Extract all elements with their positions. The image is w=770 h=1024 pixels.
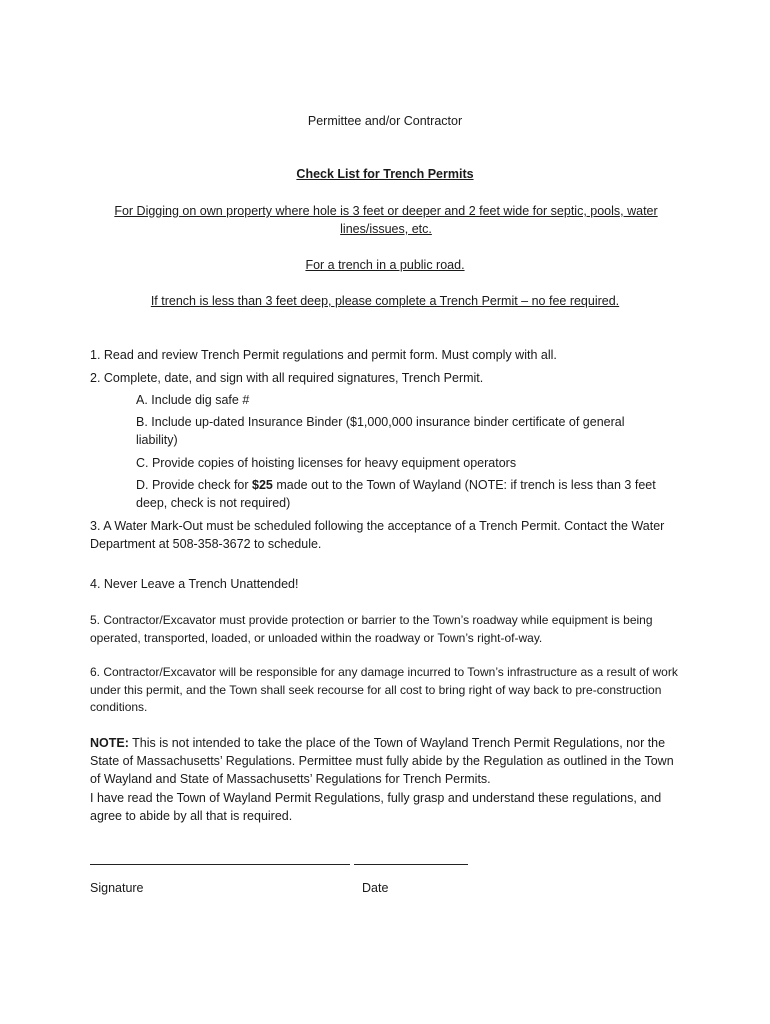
scope-statement-2: For a trench in a public road. <box>305 258 465 272</box>
date-line <box>354 864 468 866</box>
checklist-subitem-c: C. Provide copies of hoisting licenses for heavy equipment operators <box>136 456 517 470</box>
checklist-item-5: 5. Contractor/Excavator must provide protection or barrier to the Town’s roadway while equipment is being operated, transported, loaded, or unloaded within the roadway or Town’s right-of-way. <box>90 613 653 645</box>
document-subtitle: Permittee and/or Contractor <box>307 114 463 128</box>
scope-statement-3: If trench is less than 3 feet deep, please complete a Trench Permit – no fee required. <box>150 294 620 308</box>
date-label: Date <box>362 881 389 895</box>
acknowledgement-statement: I have read the Town of Wayland Permit Regulations, fully grasp and understand these regulations, and agree to abide by all that is required. <box>90 791 662 823</box>
checklist-item-3: 3. A Water Mark-Out must be scheduled following the acceptance of a Trench Permit. Contact the Water Department at 508-358-3672 to schedule. <box>90 519 665 551</box>
subitem-d-suffix: made out to the Town of Wayland (NOTE: if trench is less than 3 feet deep, check is not required) <box>136 478 656 510</box>
checklist-item-1: 1. Read and review Trench Permit regulations and permit form. Must comply with all. <box>90 348 557 362</box>
scope-statement-1: For Digging on own property where hole is 3 feet or deeper and 2 feet wide for septic, pools, water lines/issues, etc. <box>114 204 658 236</box>
checklist-item-4: 4. Never Leave a Trench Unattended! <box>90 577 299 591</box>
note-paragraph <box>90 734 684 788</box>
checklist-subitem-b: B. Include up-dated Insurance Binder ($1,000,000 insurance binder certificate of general liability) <box>136 415 625 447</box>
checklist-item-2: 2. Complete, date, and sign with all required signatures, Trench Permit. <box>90 371 484 385</box>
signature-label: Signature <box>90 881 144 895</box>
checklist-item-6: 6. Contractor/Excavator will be responsible for any damage incurred to Town’s infrastructure as a result of work under this permit, and the Town shall seek recourse for all cost to bring right of way back to pre-construction conditions. <box>90 665 678 714</box>
subitem-d-prefix: D. Provide check for <box>136 478 253 492</box>
checklist-subitem-d <box>136 476 666 512</box>
signature-line <box>90 864 350 866</box>
document-title: Check List for Trench Permits <box>296 167 474 181</box>
note-label: NOTE: <box>90 736 129 750</box>
fee-amount: $25 <box>252 478 273 492</box>
note-text: This is not intended to take the place of the Town of Wayland Trench Permit Regulations, nor the State of Massachusetts’ Regulations. Permittee must fully abide by the Regulation as outlined in the Town of Wayland and State of Massachusetts’ Regulations for Trench Permits. <box>90 736 674 786</box>
checklist-subitem-a: A. Include dig safe # <box>136 393 250 407</box>
